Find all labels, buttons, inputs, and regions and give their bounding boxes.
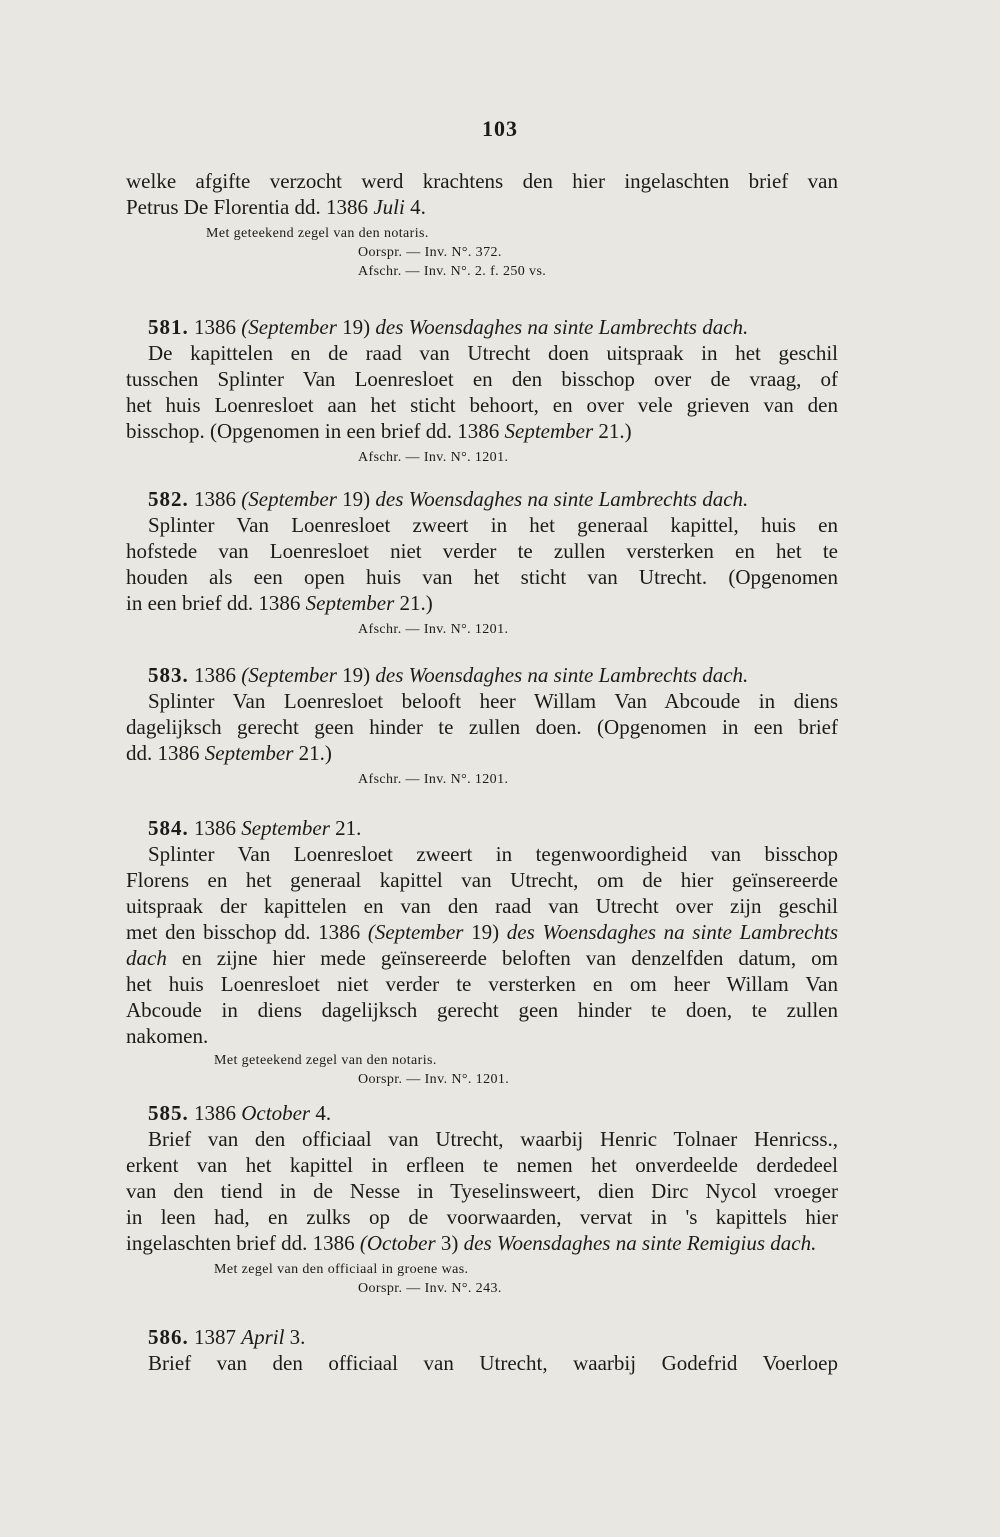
entry-heading (126, 1324, 838, 1350)
text-line (126, 418, 838, 444)
text-line: Splinter Van Loenresloet zweert in het generaal kapittel, huis en (148, 513, 838, 537)
text-line: hofstede van Loenresloet niet verder te zullen versterken en het te (126, 539, 838, 563)
entry-day: 4. (310, 1101, 332, 1125)
entry-heading (126, 314, 838, 340)
entry-heading (126, 486, 838, 512)
text-line: Brief van den officiaal van Utrecht, waarbij Godefrid Voerloep (148, 1351, 838, 1375)
text-line (126, 1230, 838, 1256)
text-segment: met den bisschop dd. 1386 (126, 920, 368, 944)
seal-note: Met zegel van den officiaal in groene was. (214, 1262, 469, 1277)
date-month: September (305, 591, 395, 615)
entry-583 (126, 662, 838, 789)
entry-day: 19) (342, 663, 371, 687)
text-line: Florens en het generaal kapittel van Utrecht, om de hier geïnsereerde (126, 868, 838, 892)
entry-day: 19) (342, 315, 371, 339)
entry-day: 3. (284, 1325, 306, 1349)
text-segment: en zijne hier mede geïnsereerde beloften van denzelfden datum, om (166, 946, 838, 970)
text-segment: ingelaschten brief dd. 1386 (126, 1231, 360, 1255)
text-line: nakomen. (126, 1024, 209, 1048)
text-line: uitspraak der kapittelen en van den raad van Utrecht over zijn geschil (126, 894, 838, 918)
feast-name-end: dach (126, 946, 167, 970)
text-segment: Petrus De Florentia dd. 1386 (126, 195, 374, 219)
text-line (126, 740, 838, 766)
archive-ref: Afschr. — Inv. N°. 1201. (358, 772, 509, 787)
intro-entry (126, 168, 838, 281)
seal-note: Met geteekend zegel van den notaris. (206, 226, 429, 241)
entry-month: (September (241, 487, 337, 511)
text-line (126, 194, 838, 220)
date-day: 21.) (293, 741, 332, 765)
entry-year: 1386 (194, 315, 236, 339)
entry-number: 584. (148, 816, 189, 840)
entry-number: 583. (148, 663, 189, 687)
date-month: Juli (373, 195, 405, 219)
archive-ref: Afschr. — Inv. N°. 1201. (358, 450, 509, 465)
text-line: het huis Loenresloet niet verder te versterken en om heer Willam Van (126, 972, 838, 996)
entry-year: 1386 (194, 816, 236, 840)
entry-number: 581. (148, 315, 189, 339)
archive-ref: Afschr. — Inv. N°. 1201. (358, 622, 509, 637)
text-line: De kapittelen en de raad van Utrecht doen uitspraak in het geschil (148, 341, 838, 365)
text-segment: bisschop. (Opgenomen in een brief dd. 1386 (126, 419, 505, 443)
entry-586 (126, 1324, 838, 1376)
entry-day: 19) (342, 487, 371, 511)
entry-year: 1387 (194, 1325, 236, 1349)
text-line: Splinter Van Loenresloet belooft heer Willam Van Abcoude in diens (148, 689, 838, 713)
archive-ref: Oorspr. — Inv. N°. 243. (358, 1281, 502, 1296)
entry-month: October (241, 1101, 311, 1125)
date-month: (September (367, 920, 464, 944)
entry-581 (126, 314, 838, 467)
text-line (126, 945, 838, 971)
text-line: in leen had, en zulks op de voorwaarden, vervat in 's kapittels hier (126, 1205, 838, 1229)
entry-day: 21. (329, 816, 362, 840)
entry-month: September (241, 816, 330, 840)
entry-heading (126, 815, 838, 841)
date-day: 19) (463, 920, 507, 944)
entry-number: 585. (148, 1101, 189, 1125)
entry-year: 1386 (194, 663, 236, 687)
text-line: het huis Loenresloet aan het sticht behoort, en over vele grieven van den (126, 393, 838, 417)
text-line: dagelijksch gerecht geen hinder te zullen doen. (Opgenomen in een brief (126, 715, 838, 739)
entry-feast: des Woensdaghes na sinte Lambrechts dach. (375, 487, 749, 511)
text-line: erkent van het kapittel in erfleen te nemen het onverdeelde derdedeel (126, 1153, 838, 1177)
entry-month: April (241, 1325, 285, 1349)
entry-heading (126, 662, 838, 688)
entry-heading (126, 1100, 838, 1126)
text-line: Abcoude in diens dagelijksch gerecht geen hinder te doen, te zullen (126, 998, 838, 1022)
text-line: houden als een open huis van het sticht van Utrecht. (Opgenomen (126, 565, 838, 589)
text-line: Brief van den officiaal van Utrecht, waarbij Henric Tolnaer Henricss., (148, 1127, 838, 1151)
text-line: van den tiend in de Nesse in Tyeselinsweert, dien Dirc Nycol vroeger (126, 1179, 838, 1203)
date-day: 4. (404, 195, 426, 219)
date-day: 21.) (593, 419, 632, 443)
feast-name: des Woensdaghes na sinte Lambrechts (506, 920, 839, 944)
text-line: Splinter Van Loenresloet zweert in tegenwoordigheid van bisschop (148, 842, 838, 866)
text-segment: in een brief dd. 1386 (126, 591, 306, 615)
date-day: 21.) (394, 591, 433, 615)
archive-ref: Afschr. — Inv. N°. 2. f. 250 vs. (358, 264, 547, 279)
page-number: 103 (482, 116, 518, 141)
date-day: 3) (435, 1231, 464, 1255)
entry-feast: des Woensdaghes na sinte Lambrechts dach. (375, 315, 749, 339)
entry-year: 1386 (194, 487, 236, 511)
date-month: September (204, 741, 294, 765)
entry-number: 586. (148, 1325, 189, 1349)
feast-name: des Woensdaghes na sinte Remigius dach. (463, 1231, 817, 1255)
archive-ref: Oorspr. — Inv. N°. 1201. (358, 1072, 510, 1087)
text-segment: dd. 1386 (126, 741, 205, 765)
text-line (126, 590, 838, 616)
entry-584 (126, 815, 838, 1089)
entry-year: 1386 (194, 1101, 236, 1125)
date-month: (October (359, 1231, 436, 1255)
entry-582 (126, 486, 838, 639)
archive-ref: Oorspr. — Inv. N°. 372. (358, 245, 502, 260)
entry-month: (September (241, 315, 337, 339)
entry-feast: des Woensdaghes na sinte Lambrechts dach. (375, 663, 749, 687)
entry-month: (September (241, 663, 337, 687)
text-line (126, 919, 838, 945)
entry-585 (126, 1100, 838, 1298)
entry-number: 582. (148, 487, 189, 511)
text-line: tusschen Splinter Van Loenresloet en den bisschop over de vraag, of (126, 367, 838, 391)
date-month: September (504, 419, 594, 443)
seal-note: Met geteekend zegel van den notaris. (214, 1053, 437, 1068)
text-line: welke afgifte verzocht werd krachtens den hier ingelaschten brief van (126, 169, 838, 193)
